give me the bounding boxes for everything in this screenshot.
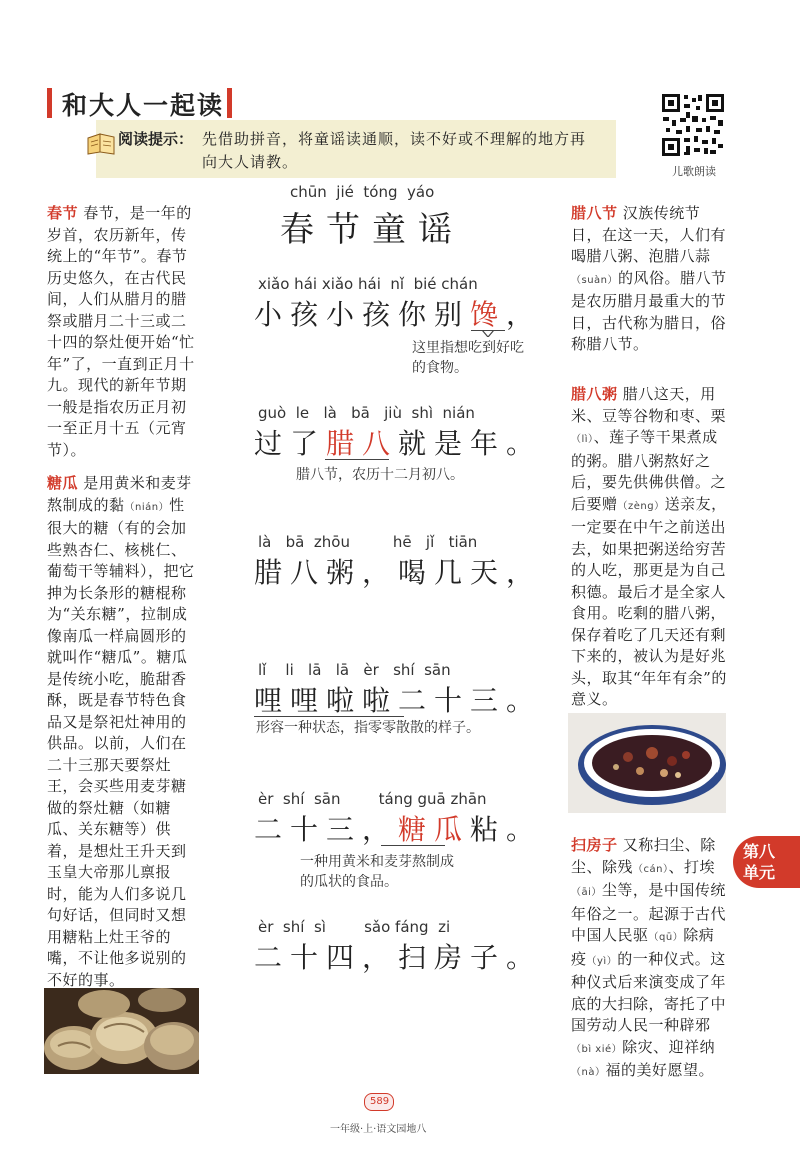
header-accent-bar-right [227, 88, 232, 118]
line1-pinyin: xiǎo hái xiǎo hái nǐ bié chán [258, 275, 478, 293]
highlight-laba: 腊八 [326, 427, 399, 460]
header-accent-bar [47, 88, 52, 118]
highlight-chan: 馋 [470, 298, 507, 331]
tip-text-line1: 先借助拼音，将童谣读通顺，读不好或不理解的地方再 [202, 130, 587, 148]
left-paragraph-tanggua [47, 473, 200, 991]
right-paragraph-sweeping: 扫房子 又称扫尘、除尘、除残（cán）、打埃（āi）尘等，是中国传统年俗之一。起源于古代中国人民驱（qū）除病疫（yì）的一种仪式。这种仪式后来演变成了年底的大扫除，寄托了中国劳动人民一种辟邪（bì xié）除灾、迎祥纳（nà）福的美好愿望。 [571, 836, 727, 1079]
left-paragraph-spring-festival [47, 203, 200, 461]
right-paragraph-laba-porridge: 腊八粥 腊八这天，用米、豆等谷物和枣、栗（lì）、莲子等干果煮成的粥。腊八粥熬好之后，要先供佛供僧。之后要赠（zèng）送亲友，一定要在中午之前送出去，如果把粥送给穷苦的人吃，那更是为自己积德。最后才是全家人食用。吃剩的腊八粥，保存着吃了几天还有剩下来的，被认为是好兆头，取其“年年有余”的意义。 [571, 385, 727, 708]
keyword-tanggua: 糖瓜 [47, 474, 79, 492]
note-lilalala: 形容一种状态，指零零散散的样子。 [256, 720, 480, 736]
paragraph-text: 是用黄米和麦芽熬制成的黏 [47, 474, 192, 514]
pinyin-annotation: （nián） [124, 501, 170, 513]
line4-pinyin: lǐ li lā lā èr shí sān [258, 661, 451, 679]
unit-tab-label: 第八 单元 [743, 842, 776, 882]
note-tanggua: 一种用黄米和麦芽熬制成 的瓜状的食品。 [300, 854, 454, 890]
line2-pinyin: guò le là bā jiù shì nián [258, 404, 475, 422]
keyword-spring-festival: 春节 [47, 204, 79, 222]
underline-tanggua [381, 845, 445, 846]
note-pointer-icon [482, 330, 494, 337]
poem-line-4: 哩哩啦啦二十三。 [254, 684, 543, 717]
paragraph-text: 性很大的糖（有的会加些熟杏仁、核桃仁、葡萄干等辅料），把它抻为长条形的糖棍称为“关东糖”，拉制成像南瓜一样扁圆形的就叫作“糖瓜”。糖瓜是传统小吃，脆甜香酥，既是春节特色食品又是祭祀灶神用的供品。以前，人们在二十三那天要祭灶王，会买些用麦芽糖做的祭灶糖（如糖瓜、关东糖等）供着，是想灶王升天到玉皇大帝那儿禀报时，能为人们多说几句好话，但同时又想用糖粘上灶王爷的嘴，不让他多说别的不好的事。 [47, 495, 195, 989]
note-chan: 这里指想吃到好吃 的食物。 [412, 340, 524, 376]
right-paragraph-laba-festival: 腊八节 汉族传统节日，在这一天，人们有喝腊八粥、泡腊八蒜（suàn）的风俗。腊八节是农历腊月最重大的节日，古代称为腊日，俗称腊八节。 [571, 204, 727, 353]
qr-code[interactable] [660, 92, 726, 158]
paragraph-text: 春节，是一年的岁首，农历新年，传统上的“年节”。春节历史悠久，在古代民间，人们从腊月的腊祭或腊月二十三或二十四的祭灶便开始“忙年”了，一直到正月十九。现代的新年节期一般是指农历正月初一至正月十五（元宵节）。 [47, 204, 195, 459]
page-number: 589 [370, 1096, 390, 1107]
title-pinyin: chūn jié tóng yáo [290, 183, 435, 201]
poem-line-5: 二十三，糖瓜粘。 [254, 813, 543, 846]
keyword-laba-porridge: 腊八粥 [571, 385, 618, 403]
laba-porridge-photo [568, 713, 726, 813]
underline-laba [325, 459, 389, 460]
poem-title: 春节童谣 [280, 210, 464, 250]
qr-label: 儿歌朗读 [672, 165, 716, 178]
tip-text-line2: 向大人请教。 [202, 153, 299, 171]
note-laba: 腊八节，农历十二月初八。 [296, 467, 464, 483]
poem-line-1: 小孩小孩你别馋， [254, 298, 543, 331]
book-icon [86, 130, 116, 156]
highlight-tanggua: 糖瓜 [398, 813, 471, 846]
keyword-sweeping: 扫房子 [571, 836, 618, 854]
underline-lilalala [254, 716, 404, 717]
line3-pinyin: là bā zhōu hē jǐ tiān [258, 533, 478, 551]
line5-pinyin: èr shí sān táng guā zhān [258, 790, 487, 808]
footer-text: 一年级·上·语文园地八 [330, 1124, 427, 1135]
keyword-laba-festival: 腊八节 [571, 204, 618, 222]
line6-pinyin: èr shí sì sǎo fáng zi [258, 918, 451, 936]
poem-line-2: 过了腊八就是年。 [254, 427, 543, 460]
poem-line-3: 腊八粥，喝几天， [254, 556, 543, 589]
tanggua-candy-photo [44, 988, 199, 1074]
tip-label: 阅读提示： [118, 130, 194, 148]
section-title: 和大人一起读 [62, 91, 225, 120]
poem-line-6: 二十四，扫房子。 [254, 941, 543, 974]
